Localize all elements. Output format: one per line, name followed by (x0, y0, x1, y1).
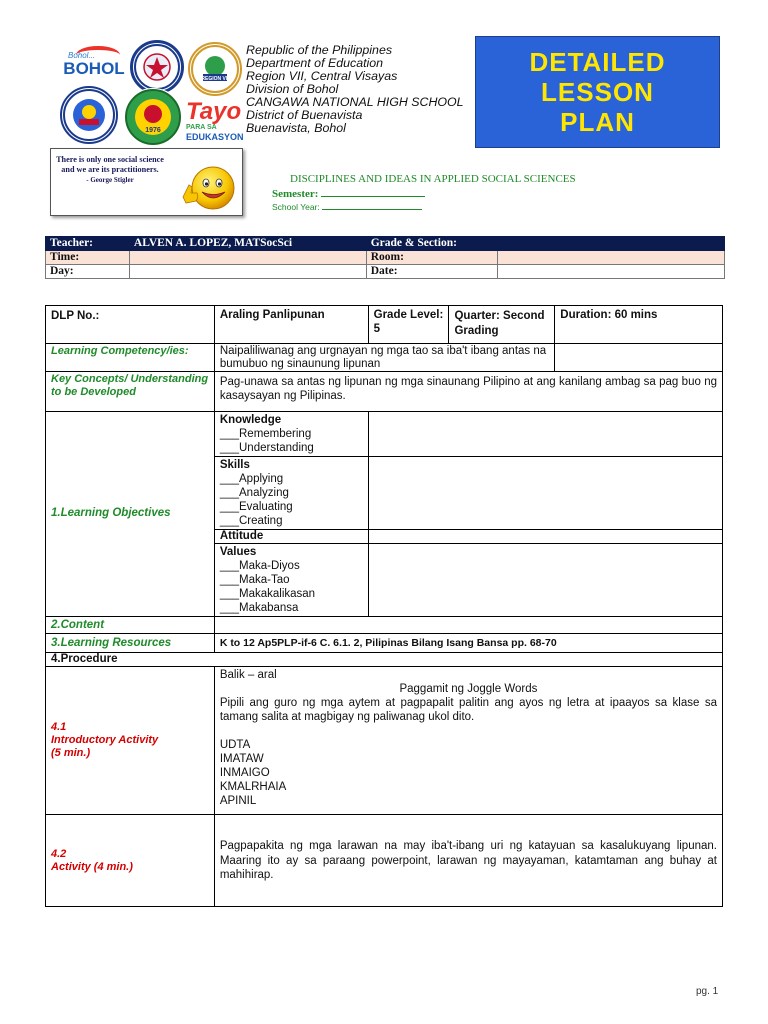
subject-name: Araling Panlipunan (214, 306, 368, 344)
attitude-heading: Attitude (214, 530, 368, 544)
time-label: Time: (46, 251, 130, 265)
school-year-label: School Year: (272, 202, 320, 212)
header-line: Region VII, Central Visayas (246, 69, 398, 83)
resources-label: 3.Learning Resources (46, 634, 215, 653)
content-value[interactable] (214, 617, 722, 634)
edukasyon-logo-text: EDUKASYON (186, 131, 244, 142)
key-concepts-label: Key Concepts/ Understanding to be Developed (46, 372, 215, 412)
date-label: Date: (366, 265, 497, 279)
objective-item: ___Maka-Tao (219, 574, 290, 586)
joggle-word: IMATAW (219, 753, 264, 765)
bohol-logo-small-text: Bohol... (68, 51, 96, 60)
header-line: Department of Education (246, 56, 384, 70)
balik-aral: Balik – aral (219, 669, 277, 681)
school-seal-icon (123, 88, 183, 146)
procedure-label: 4.Procedure (46, 653, 723, 667)
subject-title: DISCIPLINES AND IDEAS IN APPLIED SOCIAL SCIENCES (290, 173, 576, 185)
content-row (46, 617, 723, 634)
school-year-blank[interactable] (322, 202, 422, 210)
joggle-word: INMAIGO (219, 767, 270, 779)
objective-item: ___Analyzing (219, 487, 289, 499)
objective-item: ___Evaluating (219, 501, 293, 513)
grade-section-value[interactable] (497, 237, 724, 251)
page-number: pg. 1 (696, 986, 719, 997)
intro-instruction: Pipili ang guro ng mga aytem at pagpapalit palitin ang ayos ng letra at ipaayos sa klase sa tamang salita at magbigay ng paliwanag ukol dito. (219, 697, 717, 723)
objectives-label: 1.Learning Objectives (46, 412, 215, 617)
header-line: District of Buenavista (246, 108, 363, 122)
region-seal-icon (190, 44, 240, 94)
info-row (46, 251, 725, 265)
skills-heading: Skills (219, 459, 250, 471)
joggle-words-title: Paggamit ng Joggle Words (399, 683, 538, 695)
room-value[interactable] (497, 251, 724, 265)
values-answer-cell[interactable] (368, 544, 722, 617)
competency-label: Learning Competency/ies: (46, 344, 215, 372)
semester-label: Semester: (272, 188, 319, 200)
day-value[interactable] (129, 265, 366, 279)
document-title-box (475, 36, 720, 148)
values-cell (214, 544, 368, 617)
title-line: PLAN (560, 107, 635, 137)
activity-name: Activity (4 min.) (51, 860, 133, 873)
objective-item: ___Makakalikasan (219, 588, 316, 600)
title-line: LESSON (541, 77, 654, 107)
grade-section-label: Grade & Section: (366, 237, 497, 251)
objective-item: ___Understanding (219, 442, 314, 454)
objective-item: ___Creating (219, 515, 283, 527)
header-line: Division of Bohol (246, 82, 339, 96)
region-vii-logo (188, 42, 242, 96)
room-label: Room: (366, 251, 497, 265)
intro-activity-row (46, 667, 723, 815)
objective-item: ___Makabansa (219, 602, 299, 614)
knowledge-answer-cell[interactable] (368, 412, 722, 457)
dlp-row (46, 306, 723, 344)
header-line: Buenavista, Bohol (246, 121, 346, 135)
intro-activity-label (46, 667, 215, 815)
time-value[interactable] (129, 251, 366, 265)
grade-level: Grade Level: 5 (368, 306, 449, 344)
deped-seal-logo (130, 40, 184, 94)
quote-author: - George Stigler (86, 176, 134, 184)
objective-item: ___Applying (219, 473, 284, 485)
resources-row (46, 634, 723, 653)
quarter: Quarter: Second Grading (449, 306, 555, 344)
semester-blank[interactable] (321, 187, 425, 197)
svg-text:REGION VII: REGION VII (201, 76, 229, 82)
activity-row (46, 815, 723, 907)
header-line: Republic of the Philippines (246, 43, 393, 57)
skills-answer-cell[interactable] (368, 457, 722, 530)
teacher-label: Teacher: (46, 237, 130, 251)
quote-body: There is only one social science and we are its practitioners. (56, 155, 164, 174)
bohol-logo-swoosh (76, 46, 120, 64)
key-concepts-row (46, 372, 723, 412)
objective-item: ___Remembering (219, 428, 312, 440)
joggle-word: APINIL (219, 795, 257, 807)
bohol-logo-text: BOHOL (63, 59, 125, 78)
bohol-logo (62, 44, 126, 84)
activity-text: Pagpapakita ng mga larawan na may iba't-ibang uri ng katayuan sa kasalukuyang lipunan. Maaring ito ay sa paraang powerpoint, larawan ng mayayaman, katamtaman ang buhay at mahihirap. (214, 815, 722, 907)
header-line: CANGAWA NATIONAL HIGH SCHOOL (246, 95, 464, 109)
dlp-label: DLP No.: (46, 306, 215, 344)
intro-time: (5 min.) (51, 747, 91, 759)
teacher-info-table (45, 236, 725, 279)
attitude-answer-cell[interactable] (368, 530, 722, 544)
knowledge-heading: Knowledge (219, 414, 282, 426)
info-row (46, 237, 725, 251)
tayo-logo-text: Tayo (186, 97, 242, 125)
school-seal-logo (122, 88, 184, 146)
quote-text (51, 155, 169, 185)
intro-activity-content (214, 667, 722, 815)
tayo-edukasyon-logo (186, 98, 246, 144)
activity-label (46, 815, 215, 907)
joggle-word: KMALRHAIA (219, 781, 287, 793)
values-heading: Values (219, 546, 257, 558)
competency-row (46, 344, 723, 372)
key-concepts-text: Pag-unawa sa antas ng lipunan ng mga sinaunang Pilipino at ang kanilang ambag sa pag buo ng kasaysayan ng Pilipinas. (214, 372, 722, 412)
competency-text: Naipaliliwanag ang urgnayan ng mga tao sa iba't ibang antas na bumubuo ng sinaunung lipunan (214, 344, 554, 372)
duration: Duration: 60 mins (555, 306, 723, 344)
lesson-plan-table (45, 305, 723, 907)
teacher-value[interactable]: ALVEN A. LOPEZ, MATSocSci (129, 237, 366, 251)
skills-cell (214, 457, 368, 530)
objective-item: ___Maka-Diyos (219, 560, 300, 572)
school-year-field (272, 202, 422, 212)
knowledge-cell (214, 412, 368, 457)
competency-extra-cell[interactable] (555, 344, 723, 372)
title-line: DETAILED (529, 47, 666, 77)
info-row (46, 265, 725, 279)
intro-number: 4.1 (51, 721, 67, 733)
day-label: Day: (46, 265, 130, 279)
quote-box (50, 148, 243, 216)
activity-number: 4.2 (51, 847, 67, 860)
joggle-word: UDTA (219, 739, 251, 751)
svg-text:1976: 1976 (145, 127, 161, 134)
deped-seal-icon (133, 43, 181, 91)
resources-text: K to 12 Ap5PLP-if-6 C. 6.1. 2, Pilipinas Bilang Isang Bansa pp. 68-70 (214, 634, 722, 653)
semester-field (272, 187, 425, 200)
date-value[interactable] (497, 265, 724, 279)
knowledge-row (46, 412, 723, 457)
smiley-thumbs-up-icon (175, 163, 239, 213)
division-seal-icon (62, 88, 116, 142)
procedure-row (46, 653, 723, 667)
tayo-logo-sub: PARA SA (186, 123, 217, 131)
intro-name: Introductory Activity (51, 734, 159, 746)
content-label: 2.Content (46, 617, 215, 634)
division-of-bohol-logo (60, 86, 118, 144)
